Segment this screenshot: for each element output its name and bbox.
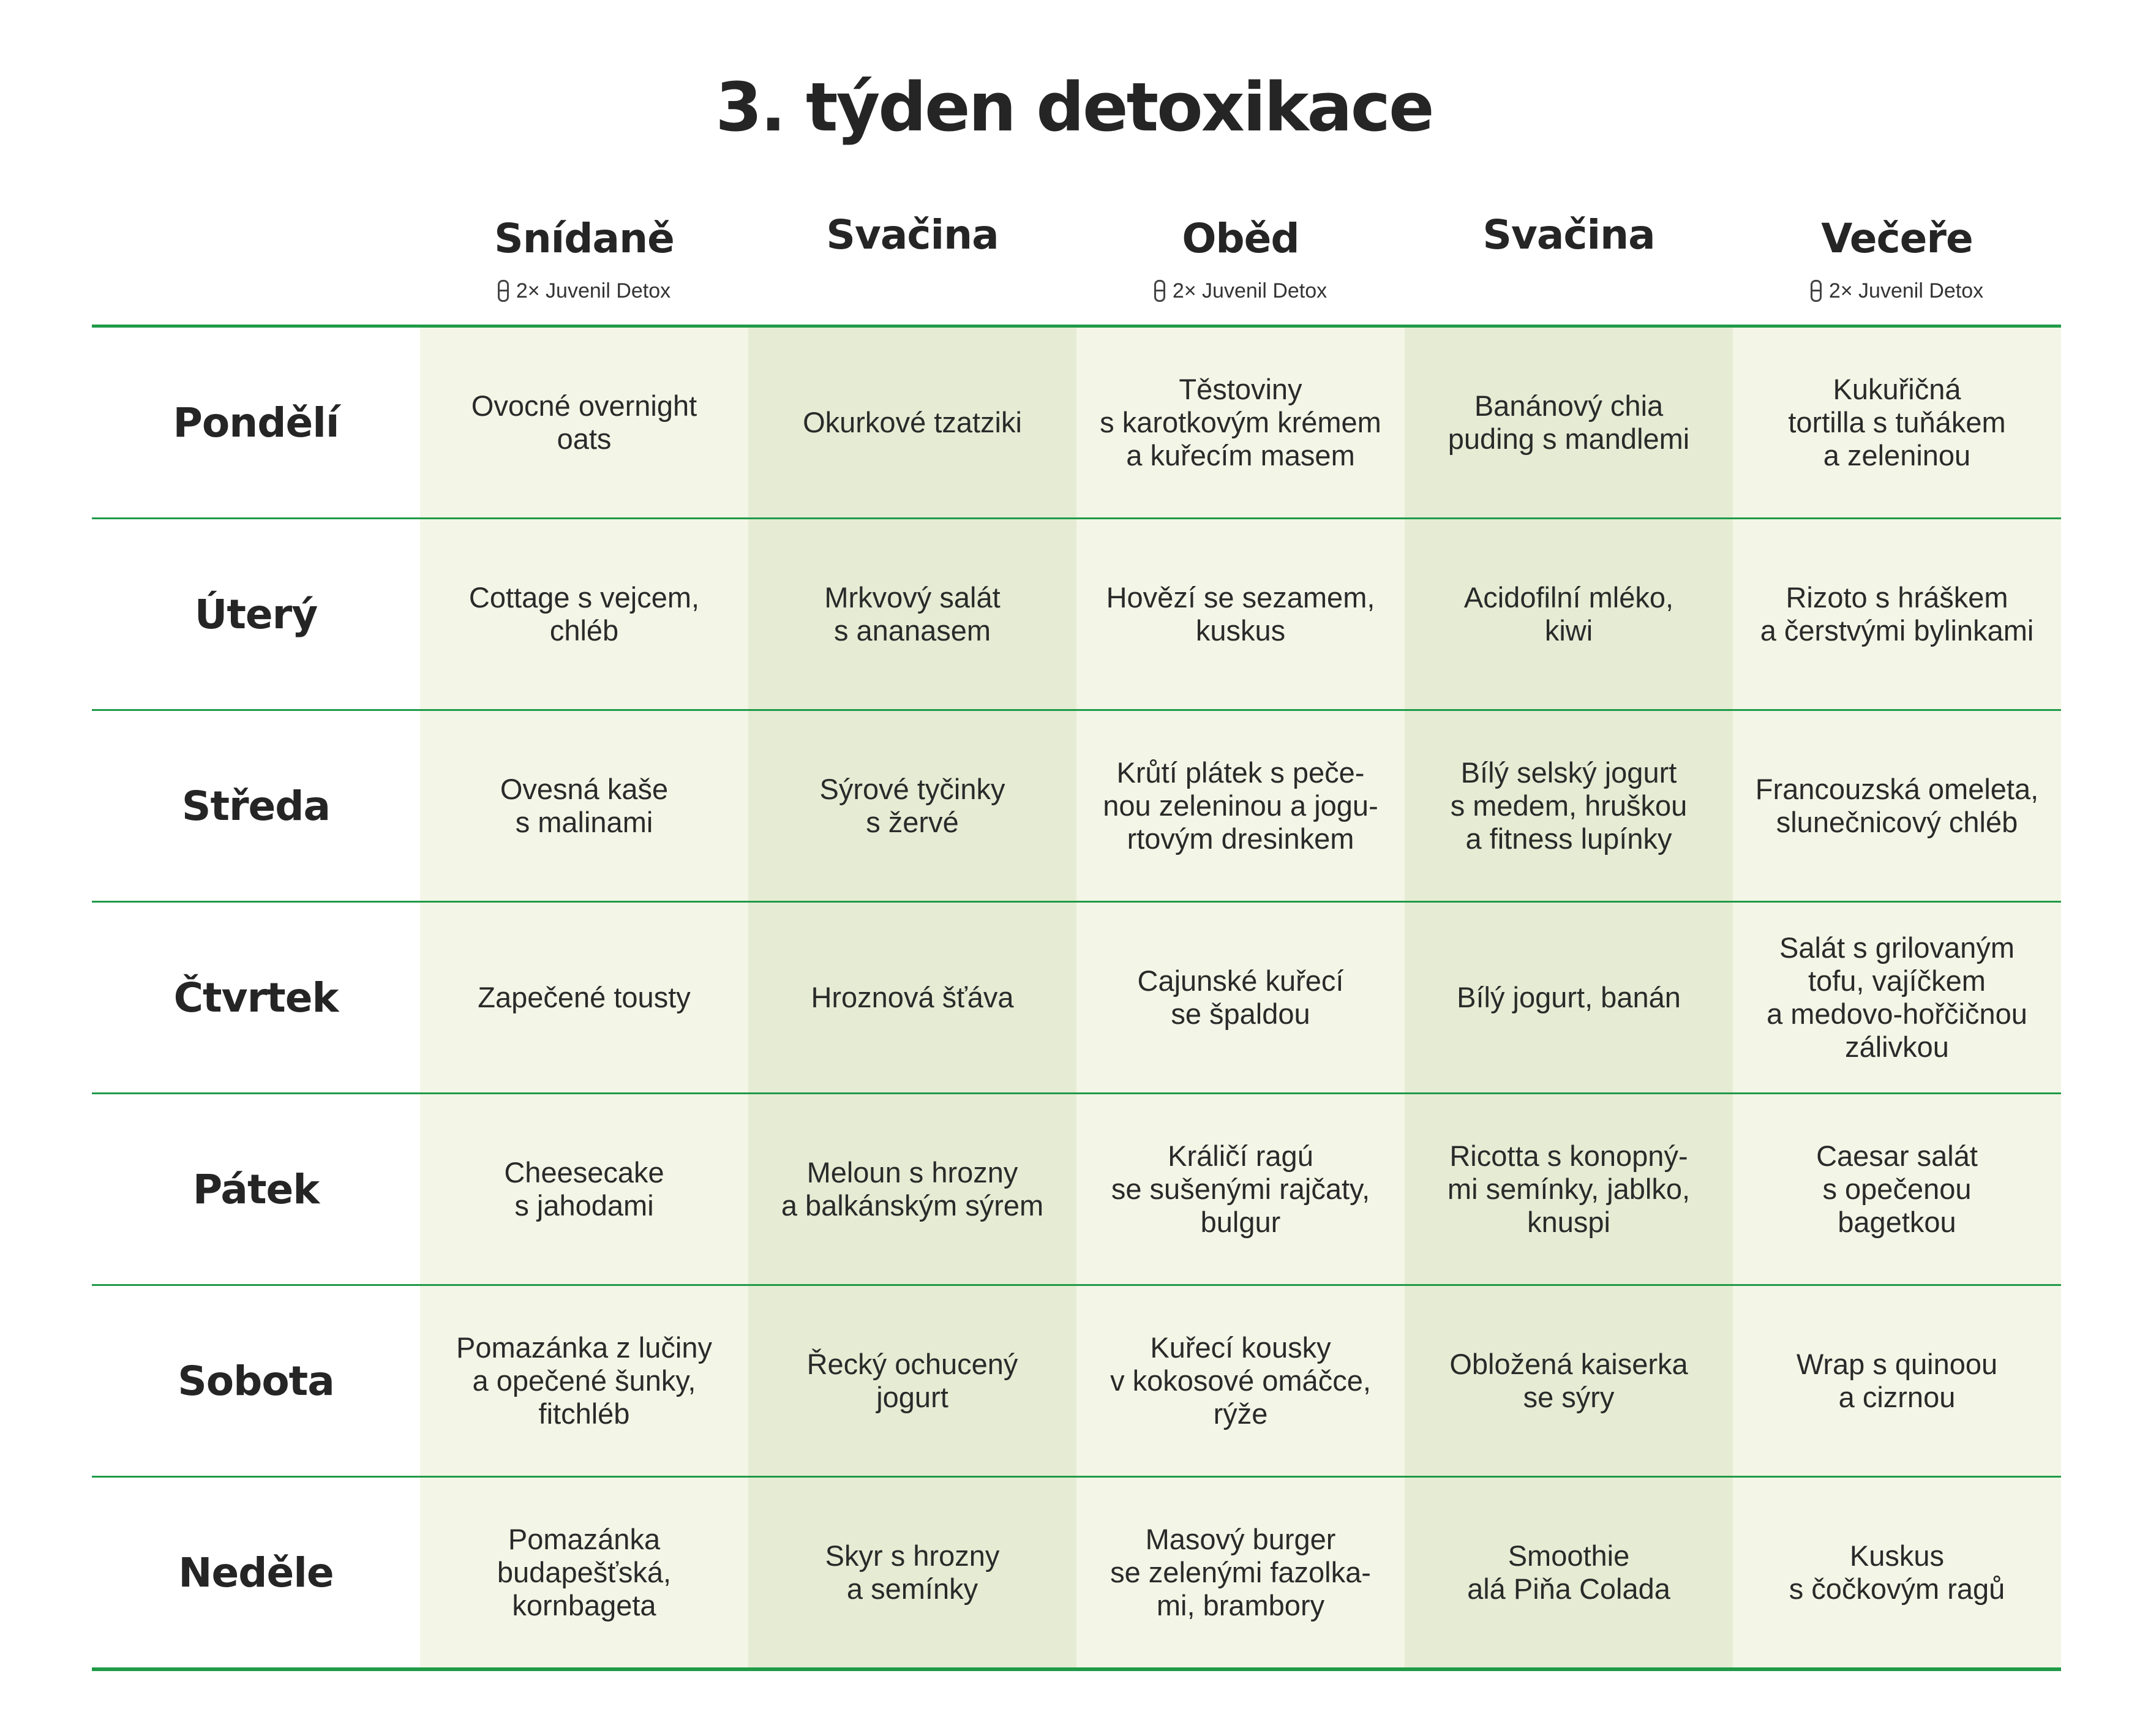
day-label: Neděle <box>92 1478 420 1667</box>
meal-cell: Rizoto s hráškem a čerstvými bylinkami <box>1733 519 2061 709</box>
meal-cell: Cajunské kuřecí se špaldou <box>1076 903 1405 1092</box>
table-row <box>92 328 2061 519</box>
column-header-svacina-1 <box>748 198 1076 272</box>
column-header-obed <box>1076 202 1405 306</box>
supplement-note: 2× Juvenil Detox <box>1811 276 1983 306</box>
meal-cell: Kuskus s čočkovým ragů <box>1733 1478 2061 1667</box>
table-row <box>92 1094 2061 1286</box>
meal-cell: Cheesecake s jahodami <box>420 1094 748 1284</box>
meal-cell: Bílý jogurt, banán <box>1405 903 1733 1092</box>
table-row <box>92 519 2061 711</box>
column-title: Svačina <box>1482 211 1655 258</box>
supplement-note: 2× Juvenil Detox <box>1154 276 1327 306</box>
meal-cell: Pomazánka budapešťská, kornbageta <box>420 1478 748 1667</box>
meal-cell: Zapečené tousty <box>420 903 748 1092</box>
meal-cell: Cottage s vejcem, chléb <box>420 519 748 709</box>
column-title: Oběd <box>1182 215 1299 262</box>
meal-cell: Sýrové tyčinky s žervé <box>748 711 1076 901</box>
meal-header-row <box>92 202 2061 325</box>
day-label: Středa <box>92 711 420 901</box>
meal-cell: Francouzská omeleta, slunečnicový chléb <box>1733 711 2061 901</box>
meal-cell: Salát s grilovaným tofu, vajíčkem a medovo-hořčičnou zálivkou <box>1733 903 2061 1092</box>
table-row <box>92 903 2061 1094</box>
table-row <box>92 1286 2061 1478</box>
meal-cell: Meloun s hrozny a balkánským sýrem <box>748 1094 1076 1284</box>
meal-plan-table <box>92 325 2061 1671</box>
day-label: Pondělí <box>92 328 420 517</box>
capsule-icon <box>498 280 509 302</box>
meal-cell: Bílý selský jogurt s medem, hruškou a fitness lupínky <box>1405 711 1733 901</box>
meal-cell: Caesar salát s opečenou bagetkou <box>1733 1094 2061 1284</box>
meal-cell: Hovězí se sezamem, kuskus <box>1076 519 1405 709</box>
capsule-icon <box>1811 280 1822 302</box>
day-label: Sobota <box>92 1286 420 1476</box>
page-title: 3. týden detoxikace <box>715 68 1433 146</box>
meal-cell: Hroznová šťáva <box>748 903 1076 1092</box>
day-label: Čtvrtek <box>92 903 420 1092</box>
meal-cell: Krůtí plátek s peče- nou zeleninou a jogu- rtovým dresinkem <box>1076 711 1405 901</box>
meal-cell: Skyr s hrozny a semínky <box>748 1478 1076 1667</box>
meal-cell: Acidofilní mléko, kiwi <box>1405 519 1733 709</box>
meal-cell: Masový burger se zelenými fazolka- mi, brambory <box>1076 1478 1405 1667</box>
meal-cell: Obložená kaiserka se sýry <box>1405 1286 1733 1476</box>
column-title: Snídaně <box>494 215 674 262</box>
meal-cell: Ovocné overnight oats <box>420 328 748 517</box>
column-header-svacina-2 <box>1405 198 1733 272</box>
meal-cell: Ricotta s konopný- mi semínky, jablko, knuspi <box>1405 1094 1733 1284</box>
meal-cell: Okurkové tzatziki <box>748 328 1076 517</box>
meal-cell: Mrkvový salát s ananasem <box>748 519 1076 709</box>
day-label: Úterý <box>92 519 420 709</box>
table-row <box>92 1478 2061 1671</box>
day-label: Pátek <box>92 1094 420 1284</box>
column-header-snidane <box>420 202 748 306</box>
column-title: Svačina <box>826 211 999 258</box>
meal-cell: Těstoviny s karotkovým krémem a kuřecím masem <box>1076 328 1405 517</box>
column-title: Večeře <box>1821 215 1973 262</box>
table-row <box>92 711 2061 903</box>
meal-cell: Kuřecí kousky v kokosové omáčce, rýže <box>1076 1286 1405 1476</box>
meal-cell: Ovesná kaše s malinami <box>420 711 748 901</box>
meal-cell: Pomazánka z lučiny a opečené šunky, fitchléb <box>420 1286 748 1476</box>
meal-cell: Králičí ragú se sušenými rajčaty, bulgur <box>1076 1094 1405 1284</box>
meal-cell: Wrap s quinoou a cizrnou <box>1733 1286 2061 1476</box>
meal-cell: Řecký ochucený jogurt <box>748 1286 1076 1476</box>
meal-cell: Smoothie alá Piňa Colada <box>1405 1478 1733 1667</box>
capsule-icon <box>1154 280 1165 302</box>
meal-cell: Banánový chia puding s mandlemi <box>1405 328 1733 517</box>
supplement-note: 2× Juvenil Detox <box>498 276 670 306</box>
column-header-vecere <box>1733 202 2061 306</box>
meal-cell: Kukuřičná tortilla s tuňákem a zeleninou <box>1733 328 2061 517</box>
